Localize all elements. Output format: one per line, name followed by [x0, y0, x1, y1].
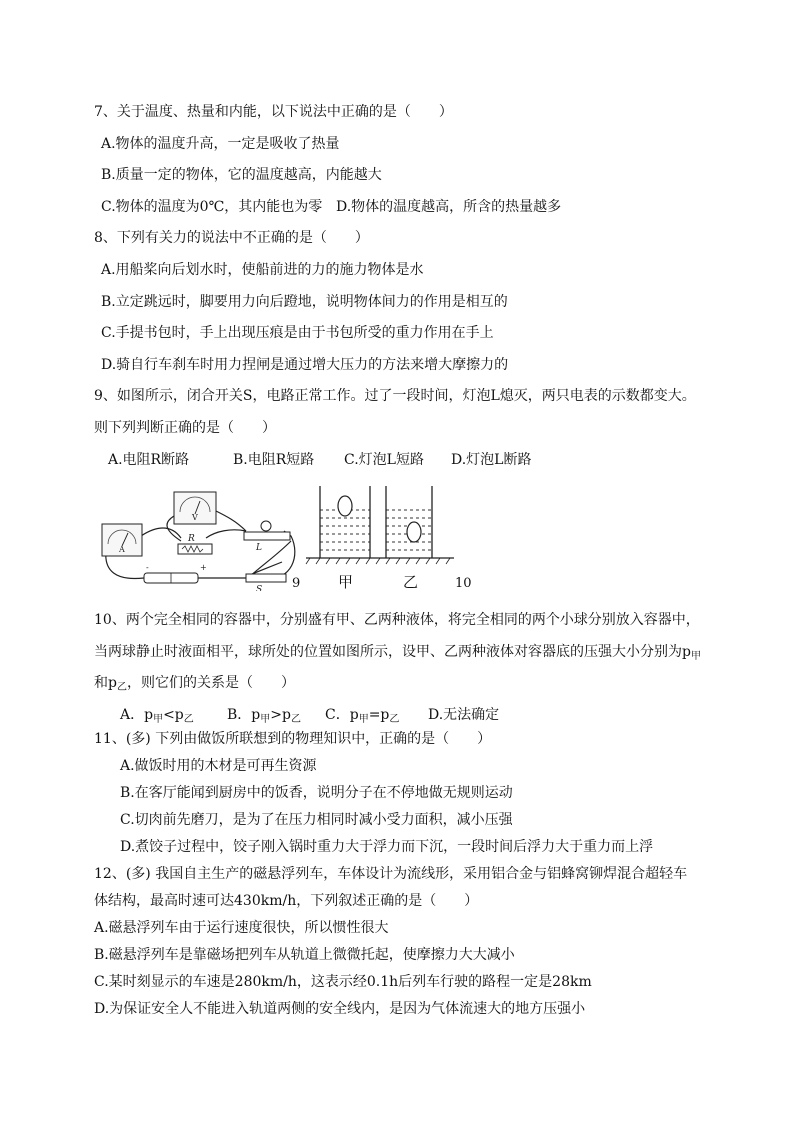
q8-option-b: B.立定跳远时，脚要用力向后蹬地，说明物体间力的作用是相互的: [101, 294, 508, 310]
q10-stem-line1: 10、两个完全相同的容器中，分别盛有甲、乙两种液体，将完全相同的两个小球分别放入容器中，: [94, 612, 700, 628]
q10-stem-line3-sub: 乙: [116, 682, 127, 693]
q9-option-a: A.电阻R断路: [108, 452, 190, 468]
q10-stem-line3-post: ，则它们的关系是（ ）: [126, 675, 295, 691]
q10-a-sub2: 乙: [183, 714, 194, 725]
q10-b-sub2: 乙: [290, 714, 301, 725]
q10-option-c: [325, 705, 399, 727]
q12-stem-line2: 体结构，最高时速可达430km/h，下列叙述正确的是（ ）: [94, 893, 479, 909]
q10-b-pre: B．p: [227, 707, 261, 723]
q10-b-mid: >p: [270, 707, 291, 723]
q10-stem-line2-text: 当两球静止时液面相平，球所处的位置如图所示，设甲、乙两种液体对容器底的压强大小分别为p: [94, 644, 691, 660]
q11-stem: 11、(多) 下列由做饭所联想到的物理知识中，正确的是（ ）: [94, 731, 492, 747]
resistor-label: R: [188, 534, 195, 544]
q10-a-mid: <p: [163, 707, 184, 723]
ground-hatching: [306, 558, 450, 564]
q8-option-d: D.骑自行车刹车时用力捏闸是通过增大压力的方法来增大摩擦力的: [101, 357, 509, 373]
q9-option-d: D.灯泡L断路: [451, 452, 532, 468]
switch-label: S: [256, 585, 263, 591]
q10-a-sub1: 甲: [153, 714, 164, 725]
beaker-yi: [386, 486, 432, 558]
battery-plus: +: [200, 563, 207, 572]
beaker-jia: [320, 486, 370, 558]
q12-stem-line1: 12、(多) 我国自主生产的磁悬浮列车，车体设计为流线形，采用铝合金与铝蜂窝铆焊混合超轻车: [94, 866, 688, 882]
q11-option-d: D.煮饺子过程中，饺子刚入锅时重力大于浮力而下沉，一段时间后浮力大于重力而上浮: [120, 839, 654, 855]
q10-option-a: [120, 705, 194, 727]
q12-option-d: D.为保证安全人不能进入轨道两侧的安全线内，是因为气体流速大的地方压强小: [94, 1001, 586, 1017]
beaker-yi-label: 乙: [403, 573, 419, 591]
q10-stem-line3-pre: 和p: [94, 675, 117, 691]
circuit-diagram: [96, 486, 306, 591]
q11-option-a: A.做饭时用的木材是可再生资源: [120, 758, 317, 774]
ball-yi: [407, 522, 421, 542]
q12-option-c: C.某时刻显示的车速是280km/h，这表示经0.1h后列车行驶的路程一定是28km: [94, 974, 592, 990]
q12-option-b: B.磁悬浮列车是靠磁场把列车从轨道上微微托起，使摩擦力大大减小: [94, 947, 515, 963]
voltmeter: [174, 492, 216, 524]
q10-c-sub1: 甲: [358, 714, 369, 725]
q7-option-c: C.物体的温度为0℃，其内能也为零: [101, 199, 323, 215]
q10-c-sub2: 乙: [389, 714, 400, 725]
q7-option-b: B.质量一定的物体，它的温度越高，内能越大: [101, 167, 382, 183]
figure-9-label: 9: [292, 576, 301, 591]
q9-stem-line2: 则下列判断正确的是（ ）: [94, 420, 276, 436]
q10-stem-line3: [94, 673, 295, 695]
q11-option-b: B.在客厅能闻到厨房中的饭香，说明分子在不停地做无规则运动: [120, 785, 513, 801]
ammeter-label: A: [119, 545, 125, 554]
q7-stem: 7、关于温度、热量和内能，以下说法中正确的是（ ）: [94, 104, 453, 120]
voltmeter-label: V: [192, 513, 198, 522]
q10-stem-line2-sub: 甲: [690, 651, 701, 662]
ball-jia: [338, 496, 352, 516]
q10-c-mid: =p: [368, 707, 390, 723]
figure-10-label: 10: [455, 576, 472, 591]
circuit-figure: [96, 486, 306, 591]
beakers-diagram: [304, 484, 460, 584]
q10-c-pre: C．p: [325, 707, 359, 723]
q10-a-pre: A．p: [120, 707, 154, 723]
battery: [144, 563, 207, 583]
battery-minus: -: [146, 563, 149, 572]
switch: [246, 562, 286, 591]
q9-option-b: B.电阻R短路: [233, 452, 315, 468]
q8-option-a: A.用船桨向后划水时，使船前进的力的施力物体是水: [101, 262, 424, 278]
q10-stem-line2: [94, 642, 701, 664]
q8-option-c: C.手提书包时，手上出现压痕是由于书包所受的重力作用在手上: [101, 325, 494, 341]
ammeter: [102, 524, 142, 556]
q10-option-b: [227, 705, 301, 727]
q11-option-c: C.切肉前先磨刀，是为了在压力相同时减小受力面积，减小压强: [120, 812, 513, 828]
q12-option-a: A.磁悬浮列车由于运行速度很快，所以惯性很大: [94, 920, 389, 936]
q10-b-sub1: 甲: [260, 714, 271, 725]
lamp-label: L: [256, 543, 262, 553]
q8-stem: 8、下列有关力的说法中不正确的是（ ）: [94, 230, 369, 246]
q9-option-c: C.灯泡L短路: [344, 452, 424, 468]
beaker-jia-label: 甲: [338, 573, 354, 591]
q9-stem-line1: 9、如图所示，闭合开关S，电路正常工作。过了一段时间，灯泡L熄灭，两只电表的示数都变大。: [94, 388, 696, 404]
q7-option-a: A.物体的温度升高，一定是吸收了热量: [101, 136, 340, 152]
q7-option-d: D.物体的温度越高，所含的热量越多: [336, 199, 562, 215]
beakers-figure: [304, 484, 460, 584]
q10-option-d: D.无法确定: [428, 707, 500, 723]
